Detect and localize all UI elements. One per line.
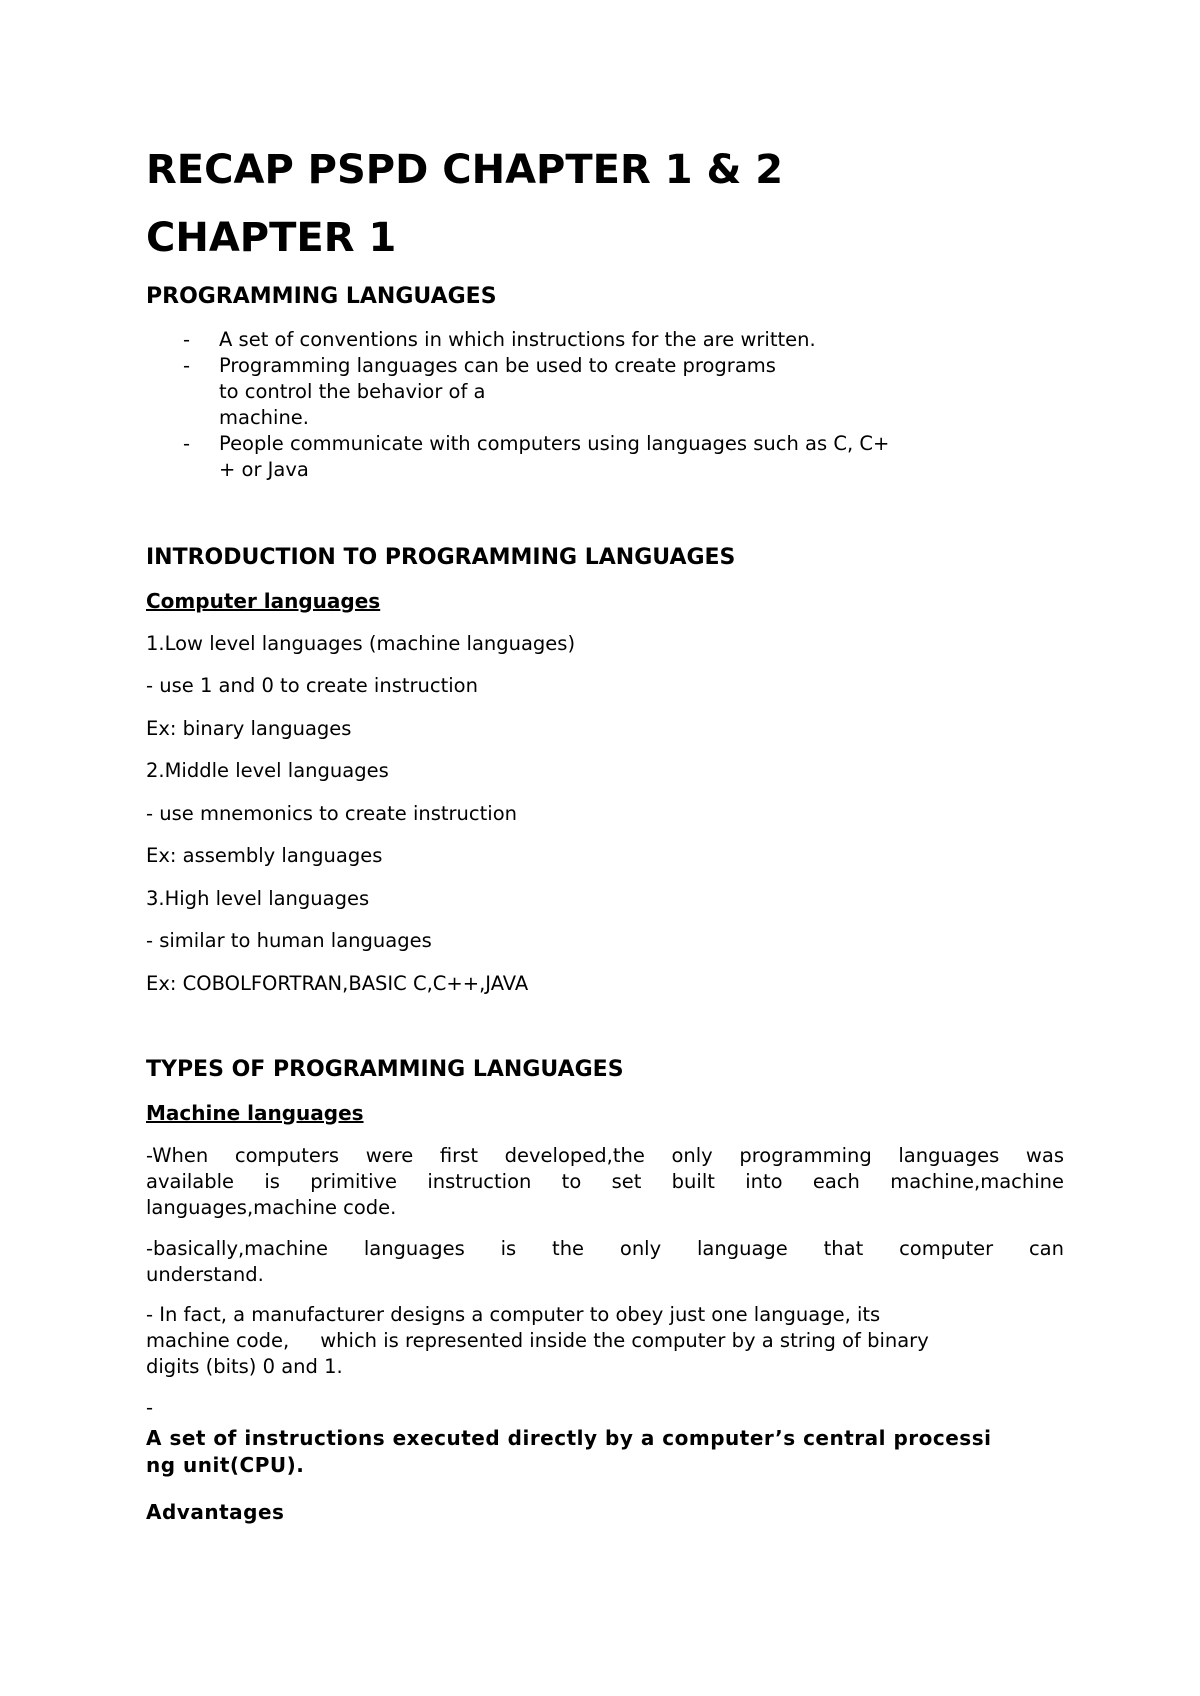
section-heading-types: TYPES OF PROGRAMMING LANGUAGES [146,1057,624,1082]
paragraph [146,1143,1064,1221]
text-line: Ex: assembly languages [146,844,383,867]
bullet-marker: - [183,328,191,351]
text-line: - use mnemonics to create instruction [146,802,517,825]
bullet-marker: - [183,432,191,455]
paragraph-line: machine code, which is represented inside the computer by a string of binary [146,1329,929,1352]
bold-statement-line: ng unit(CPU). [146,1453,305,1477]
text-line: - similar to human languages [146,929,432,952]
paragraph-line: -basically,machine languages is the only language that computer can [146,1237,1064,1260]
chapter-heading: CHAPTER 1 [146,215,397,261]
text-line: - use 1 and 0 to create instruction [146,674,478,697]
text-line: 3.High level languages [146,887,370,910]
dash-line: - [146,1396,154,1419]
bullet-text: to control the behavior of a [219,380,486,403]
subheading-machine-languages: Machine languages [146,1101,364,1125]
text-line: Ex: binary languages [146,717,352,740]
text-line: 2.Middle level languages [146,759,389,782]
bullet-text: A set of conventions in which instructions for the are written. [219,328,816,351]
paragraph-line: digits (bits) 0 and 1. [146,1355,343,1378]
bullet-text: + or Java [219,458,309,481]
bullet-text: Programming languages can be used to create programs [219,354,776,377]
document-title: RECAP PSPD CHAPTER 1 & 2 [146,147,784,193]
text-line: 1.Low level languages (machine languages) [146,632,576,655]
subheading-computer-languages: Computer languages [146,589,381,613]
paragraph-line: available is primitive instruction to set built into each machine,machine [146,1170,1064,1193]
paragraph-line: -When computers were first developed,the only programming languages was [146,1144,1064,1167]
paragraph-line: understand. [146,1263,264,1286]
bullet-text: People communicate with computers using languages such as C, C+ [219,432,890,455]
section-heading-introduction: INTRODUCTION TO PROGRAMMING LANGUAGES [146,545,736,570]
advantages-heading: Advantages [146,1500,285,1524]
bullet-marker: - [183,354,191,377]
paragraph [146,1236,1064,1288]
paragraph-line: languages,machine code. [146,1196,397,1219]
paragraph [146,1302,1064,1380]
bold-statement-line: A set of instructions executed directly by a computer’s central processi [146,1426,992,1450]
bullet-text: machine. [219,406,309,429]
paragraph-line: - In fact, a manufacturer designs a computer to obey just one language, its [146,1303,881,1326]
text-line: Ex: COBOLFORTRAN,BASIC C,C++,JAVA [146,972,529,995]
section-heading-programming-languages: PROGRAMMING LANGUAGES [146,284,497,309]
